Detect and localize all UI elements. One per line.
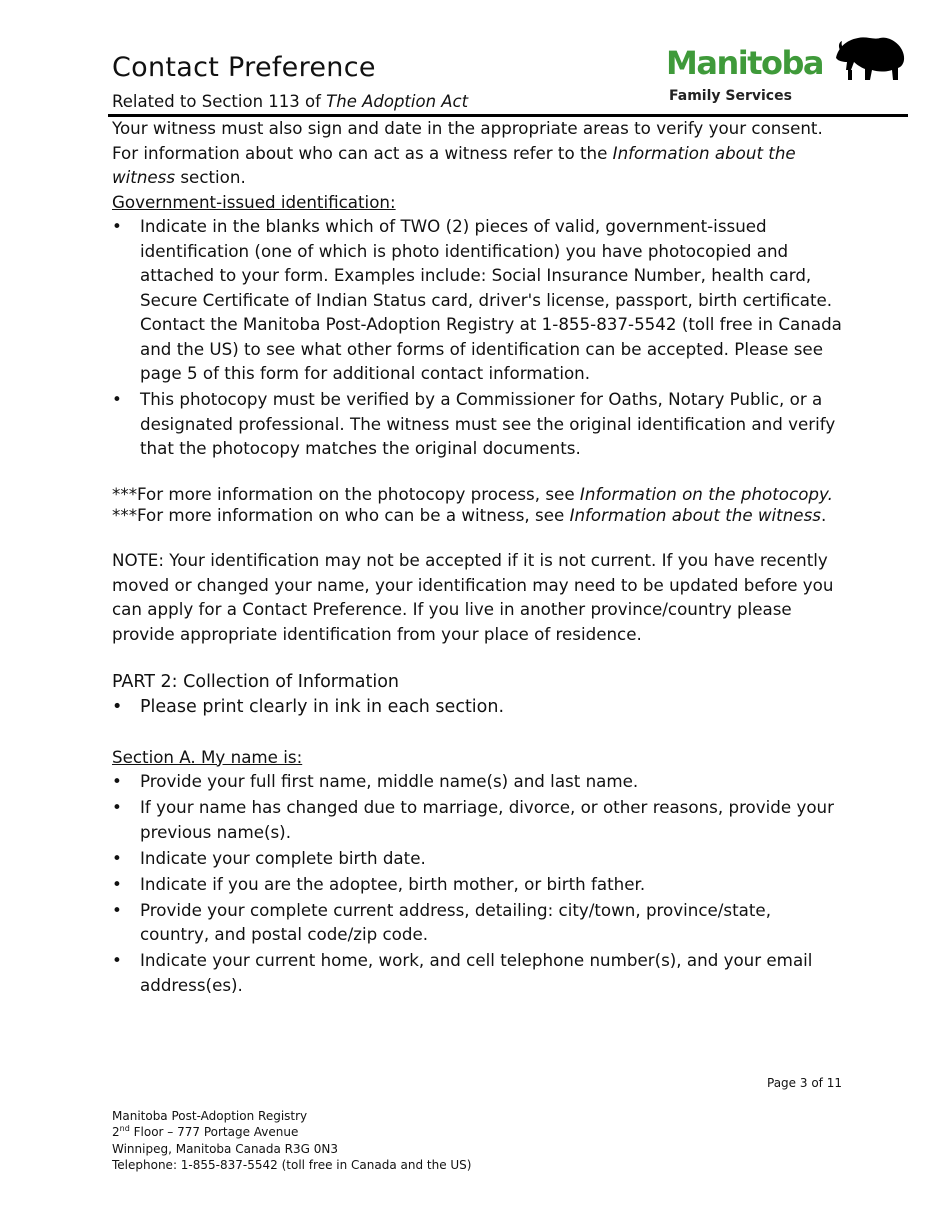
witness-intro-text: Your witness must also sign and date in the appropriate areas to verify your consent. For information about who can act as a witness refer to the xyxy=(112,118,823,163)
list-item: • Indicate if you are the adoptee, birth mother, or birth father. xyxy=(112,872,842,897)
footer-org: Manitoba Post-Adoption Registry xyxy=(112,1109,308,1123)
section-a-list xyxy=(112,769,842,997)
witness-info-text: ***For more information on who can be a witness, see xyxy=(112,505,570,525)
floor-number: 2 xyxy=(112,1125,120,1140)
footer-city: Winnipeg, Manitoba Canada R3G 0N3 xyxy=(112,1141,339,1156)
list-item: • Provide your full first name, middle name(s) and last name. xyxy=(112,769,842,794)
document-body xyxy=(112,116,842,999)
list-item: • Provide your complete current address, detailing: city/town, province/state, country, and postal code/zip code. xyxy=(112,898,842,947)
witness-info-line xyxy=(112,505,842,526)
witness-intro xyxy=(112,116,842,190)
witness-info-reference: Information about the witness xyxy=(112,142,796,187)
witness-intro-end: section. xyxy=(175,167,246,187)
part2-title: PART 2: Collection of Information xyxy=(112,672,399,692)
list-item: • Please print clearly in ink in each section. xyxy=(112,695,842,720)
subtitle-act-name: The Adoption Act xyxy=(326,92,469,111)
part2-list xyxy=(112,695,842,720)
note-paragraph: NOTE: Your identification may not be accepted if it is not current. If you have recently moved or changed your name, your identification may need to be updated before you can apply for a Contact Preference. If you live in another province/country please provide appropriate identification from your place of residence. xyxy=(112,550,834,644)
list-item: • Indicate in the blanks which of TWO (2) pieces of valid, government-issued identification (one of which is photo identification) you have photocopied and attached to your form. Examples include: Social Insurance Number, health card, Secure Certificate of Indian Status card, driver's license, passport, birth certificate. Contact the Manitoba Post-Adoption Registry at 1-855-837-5542 (toll free in Canada and the US) to see what other forms of identification can be accepted. Please see page 5 of this form for additional contact information. xyxy=(112,214,842,386)
page-title: Contact Preference xyxy=(112,52,376,83)
list-item: • This photocopy must be verified by a Commissioner for Oaths, Notary Public, or a designated professional. The witness must see the original identification and verify that the photocopy matches the original documents. xyxy=(112,387,842,461)
gov-id-list xyxy=(112,214,842,461)
photocopy-info-text: ***For more information on the photocopy process, see xyxy=(112,484,580,504)
list-item: • Indicate your current home, work, and cell telephone number(s), and your email address(es). xyxy=(112,948,842,997)
floor-street: Floor – 777 Portage Avenue xyxy=(129,1125,299,1140)
logo-wordmark: Manitoba xyxy=(666,44,823,82)
page-subtitle xyxy=(112,92,468,111)
more-info-lines xyxy=(112,484,842,526)
footer-floor xyxy=(112,1124,471,1140)
subtitle-prefix: Related to Section 113 of xyxy=(112,92,327,111)
logo-subtitle: Family Services xyxy=(669,88,792,104)
footer-phone: Telephone: 1-855-837-5542 (toll free in Canada and the US) xyxy=(112,1158,472,1173)
footer-address xyxy=(112,1108,471,1174)
bison-icon xyxy=(832,34,908,86)
floor-suffix: nd xyxy=(119,1124,130,1134)
page-number: Page 3 of 11 xyxy=(767,1076,842,1090)
photocopy-info-line xyxy=(112,484,842,505)
photocopy-info-reference: Information on the photocopy. xyxy=(579,484,833,504)
manitoba-logo xyxy=(666,34,911,110)
section-a-heading: Section A. My name is: xyxy=(112,746,303,767)
list-item: • If your name has changed due to marriage, divorce, or other reasons, provide your previous name(s). xyxy=(112,795,842,844)
list-item: • Indicate your complete birth date. xyxy=(112,846,842,871)
gov-id-heading: Government-issued identification: xyxy=(112,191,396,212)
witness-info-link: Information about the witness xyxy=(569,505,821,525)
witness-info-suffix: . xyxy=(820,505,827,525)
